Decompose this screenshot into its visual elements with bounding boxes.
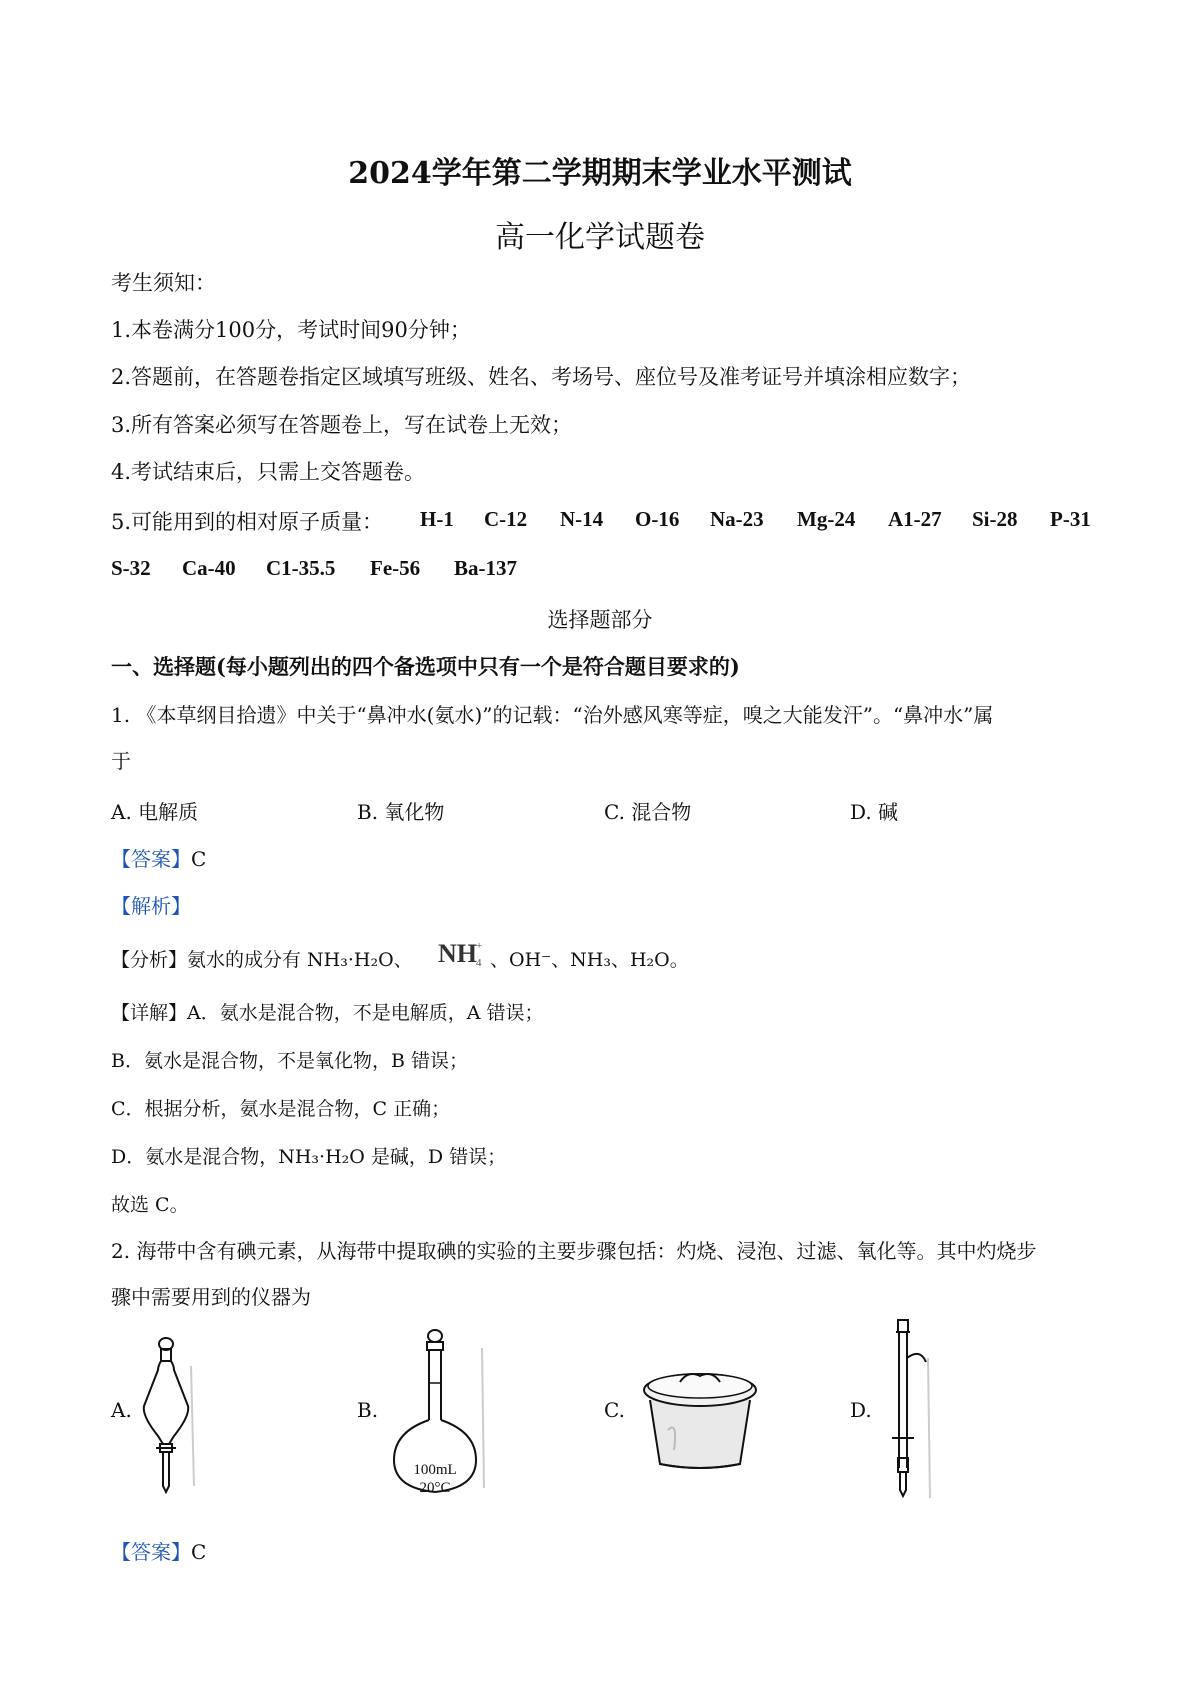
- notice-item-1: 1.本卷满分100分，考试时间90分钟；: [111, 318, 471, 342]
- q1-fenxi: [111, 945, 413, 972]
- q2-option-c-label: C.: [604, 1398, 625, 1422]
- q1-option-b: B. 氧化物: [357, 800, 445, 824]
- section-part-title: 选择题部分: [547, 608, 653, 632]
- mass-na: Na-23: [710, 507, 764, 531]
- detail-tag: 【详解】: [111, 1002, 188, 1024]
- crucible-icon: [638, 1360, 763, 1472]
- q1-analysis-tag: 【解析】: [111, 894, 191, 918]
- q2-answer-tag: 【答案】: [111, 1540, 191, 1564]
- fenxi-tail: 、OH⁻、NH₃、H₂O。: [490, 949, 689, 971]
- mass-si: Si-28: [972, 507, 1018, 531]
- q1-stem-line1: 1. 《本草纲目拾遗》中关于“鼻冲水(氨水)”的记载：“治外感风寒等症，嗅之大能发汗”。“鼻冲水”属: [111, 703, 994, 727]
- mass-c: C-12: [484, 507, 528, 531]
- q1-stem-line2: 于: [111, 749, 131, 773]
- mass-cl: C1-35.5: [266, 556, 336, 580]
- notice-item-4: 4.考试结束后，只需上交答题卷。: [111, 460, 426, 484]
- mass-ba: Ba-137: [454, 556, 517, 580]
- mass-fe: Fe-56: [370, 556, 421, 580]
- mass-p: P-31: [1050, 507, 1091, 531]
- q2-option-b-label: B.: [357, 1398, 379, 1422]
- fenxi-text: 氨水的成分有 NH₃·H₂O、: [187, 949, 413, 971]
- q2-answer-value: C: [191, 1540, 207, 1564]
- q1-detail-b: B．氨水是混合物，不是氧化物，B 错误；: [111, 1050, 468, 1072]
- q2-answer: [111, 1536, 206, 1565]
- separatory-funnel-icon: [136, 1336, 216, 1496]
- detail-line-a: A．氨水是混合物，不是电解质，A 错误；: [187, 1002, 544, 1024]
- exam-title: 2024学年第二学期期末学业水平测试: [348, 156, 852, 191]
- q1-option-c: C. 混合物: [604, 800, 692, 824]
- q2-option-a-label: A.: [111, 1398, 132, 1422]
- svg-text:+: +: [476, 940, 483, 952]
- flask-label-temperature: 20°C: [419, 1480, 451, 1496]
- exam-subtitle: 高一化学试题卷: [495, 220, 705, 255]
- burette-icon: [872, 1318, 942, 1500]
- mass-h: H-1: [420, 507, 454, 531]
- mass-prefix: 5.可能用到的相对原子质量：: [111, 510, 384, 534]
- mass-n: N-14: [560, 507, 604, 531]
- mass-al: A1-27: [888, 507, 942, 531]
- answer-value: C: [191, 847, 207, 871]
- svg-text:NH: NH: [438, 939, 477, 968]
- mass-s: S-32: [111, 556, 151, 580]
- q1-detail-d: D．氨水是混合物，NH₃·H₂O 是碱，D 错误；: [111, 1146, 507, 1168]
- notice-item-2: 2.答题前，在答题卷指定区域填写班级、姓名、考场号、座位号及准考证号并填涂相应数字；: [111, 365, 972, 389]
- q1-option-d: D. 碱: [850, 800, 899, 824]
- notice-item-3: 3.所有答案必须写在答题卷上，写在试卷上无效；: [111, 413, 573, 437]
- q2-stem-line2: 骤中需要用到的仪器为: [111, 1285, 311, 1309]
- q2-stem-line1: 2. 海带中含有碘元素，从海带中提取碘的实验的主要步骤包括：灼烧、浸泡、过滤、氧化等。其中灼烧步: [111, 1239, 1037, 1263]
- mass-ca: Ca-40: [182, 556, 236, 580]
- section-heading: 一、选择题(每小题列出的四个备选项中只有一个是符合题目要求的): [111, 654, 740, 679]
- notice-item-5: [111, 507, 383, 537]
- mass-o: O-16: [635, 507, 680, 531]
- q1-detail-c: C．根据分析，氨水是混合物，C 正确；: [111, 1098, 451, 1120]
- q1-detail-a: [111, 998, 544, 1025]
- svg-text:4: 4: [476, 957, 482, 969]
- q2-option-d-label: D.: [850, 1398, 872, 1422]
- q1-answer: [111, 843, 206, 872]
- notice-heading: 考生须知：: [111, 271, 216, 295]
- flask-label-volume: 100mL: [413, 1462, 457, 1478]
- fenxi-tag: 【分析】: [111, 949, 188, 971]
- answer-tag: 【答案】: [111, 847, 191, 871]
- q1-option-a: A. 电解质: [111, 800, 199, 824]
- q1-conclusion: 故选 C。: [111, 1194, 189, 1216]
- ammonium-formula-image: [438, 936, 488, 970]
- mass-mg: Mg-24: [797, 507, 856, 531]
